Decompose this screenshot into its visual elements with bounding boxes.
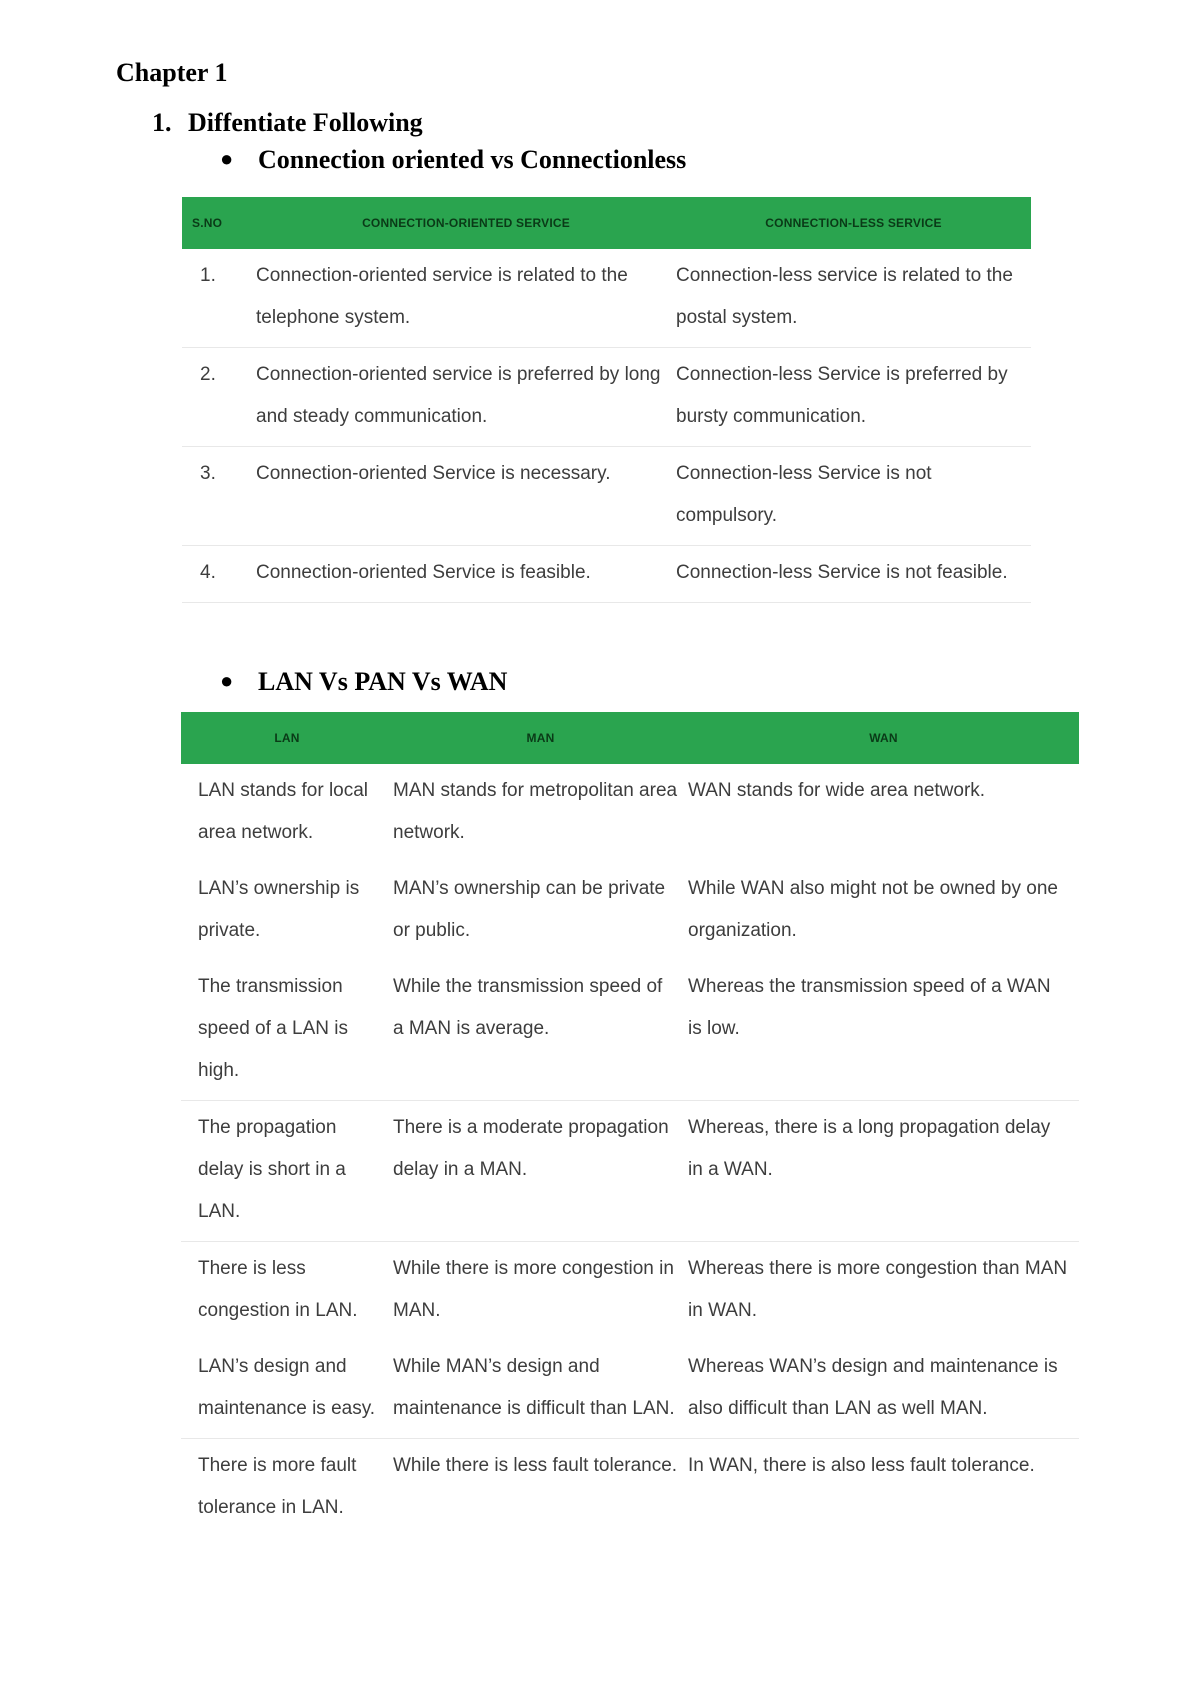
lan-cell: The propagation delay is short in a LAN. xyxy=(181,1101,393,1242)
connection-oriented-cell: Connection-oriented Service is necessary. xyxy=(256,447,676,546)
man-cell: While the transmission speed of a MAN is average. xyxy=(393,960,688,1101)
question-number: 1. xyxy=(152,108,172,137)
connection-oriented-cell: Connection-oriented Service is feasible. xyxy=(256,546,676,603)
man-cell: While there is less fault tolerance. xyxy=(393,1455,678,1476)
connection-less-cell: Connection-less service is related to the postal system. xyxy=(676,249,1031,348)
row-number: 1. xyxy=(182,249,256,348)
question-heading xyxy=(152,108,423,138)
table-row xyxy=(182,348,1031,447)
header-sno: S.NO xyxy=(182,197,256,249)
table-row xyxy=(182,249,1031,348)
lan-cell: LAN stands for local area network. xyxy=(198,780,369,843)
row-number: 2. xyxy=(182,348,256,447)
man-cell: While there is more congestion in MAN. xyxy=(393,1258,674,1321)
lan-cell: LAN’s design and maintenance is easy. xyxy=(181,1340,393,1439)
chapter-heading: Chapter 1 xyxy=(116,58,228,87)
table-row xyxy=(182,546,1031,603)
table-row xyxy=(181,1242,1079,1341)
table-row xyxy=(181,960,1079,1101)
bullet-icon: ● xyxy=(220,146,234,171)
connection-less-cell: Connection-less Service is preferred by bursty communication. xyxy=(676,348,1031,447)
table-row xyxy=(181,764,1079,862)
bullet-icon: ● xyxy=(220,668,234,693)
man-cell: There is a moderate propagation delay in a MAN. xyxy=(393,1101,688,1242)
lan-cell: The transmission speed of a LAN is high. xyxy=(181,960,393,1101)
section-connection-title: Connection oriented vs Connectionless xyxy=(258,145,687,174)
table-row xyxy=(181,1101,1079,1242)
row-number: 4. xyxy=(182,546,256,603)
header-lan: LAN xyxy=(181,712,393,764)
header-connection-less: CONNECTION-LESS SERVICE xyxy=(676,197,1031,249)
wan-cell: WAN stands for wide area network. xyxy=(688,780,986,801)
table-header-row xyxy=(182,197,1031,249)
man-cell: MAN’s ownership can be private or public. xyxy=(393,878,666,941)
table-header-row xyxy=(181,712,1079,764)
question-text: Diffentiate Following xyxy=(188,108,423,137)
wan-cell: Whereas the transmission speed of a WAN is low. xyxy=(688,960,1079,1101)
row-number: 3. xyxy=(182,447,256,546)
wan-cell: Whereas WAN’s design and maintenance is also difficult than LAN as well MAN. xyxy=(688,1340,1079,1439)
wan-cell: Whereas there is more congestion than MAN in WAN. xyxy=(688,1258,1068,1321)
header-man: MAN xyxy=(393,712,688,764)
lan-cell: There is less congestion in LAN. xyxy=(198,1258,358,1321)
header-wan: WAN xyxy=(688,712,1079,764)
header-connection-oriented: CONNECTION-ORIENTED SERVICE xyxy=(256,197,676,249)
table-row xyxy=(182,447,1031,546)
wan-cell: Whereas, there is a long propagation delay in a WAN. xyxy=(688,1101,1079,1242)
lan-cell: There is more fault tolerance in LAN. xyxy=(198,1455,357,1518)
network-comparison-table xyxy=(181,712,1079,1537)
man-cell: While MAN’s design and maintenance is difficult than LAN. xyxy=(393,1340,688,1439)
wan-cell: While WAN also might not be owned by one organization. xyxy=(688,878,1058,941)
section-connection-heading xyxy=(220,145,686,175)
connection-comparison-table xyxy=(182,197,1031,603)
table-row xyxy=(181,862,1079,960)
connection-less-cell: Connection-less Service is not compulsory. xyxy=(676,447,1031,546)
wan-cell: In WAN, there is also less fault tolerance. xyxy=(688,1455,1035,1476)
connection-oriented-cell: Connection-oriented service is related to the telephone system. xyxy=(256,249,676,348)
lan-cell: LAN’s ownership is private. xyxy=(198,878,360,941)
man-cell: MAN stands for metropolitan area network. xyxy=(393,780,678,843)
table-row xyxy=(181,1439,1079,1538)
section-network-title: LAN Vs PAN Vs WAN xyxy=(258,667,508,696)
connection-oriented-cell: Connection-oriented service is preferred by long and steady communication. xyxy=(256,348,676,447)
connection-less-cell: Connection-less Service is not feasible. xyxy=(676,546,1031,603)
table-row xyxy=(181,1340,1079,1439)
section-network-heading xyxy=(220,667,507,697)
